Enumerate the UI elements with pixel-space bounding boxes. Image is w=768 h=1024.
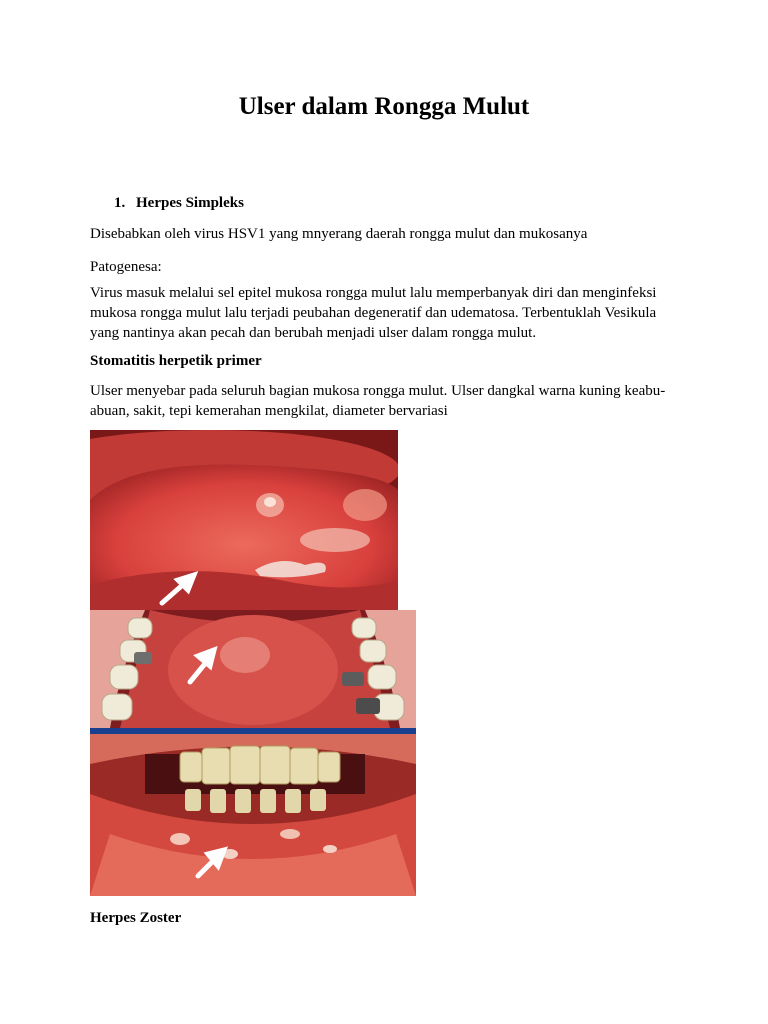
subheading-stomatitis: Stomatitis herpetik primer bbox=[90, 353, 262, 369]
pathogenesis-label: Patogenesa: bbox=[90, 259, 162, 275]
pathogenesis-paragraph: Virus masuk melalui sel epitel mukosa rongga mulut lalu memperbanyak diri dan menginfeksi mukosa rongga mulut lalu terjadi peubahan degeneratif dan udematosa. Terbentuklah Vesikula yang nantinya akan pecah dan berubah menjadi ulser dalam rongga mulut. bbox=[90, 285, 657, 341]
list-number: 1. bbox=[114, 195, 126, 211]
section-heading-herpes-simpleks bbox=[114, 195, 244, 212]
page-title: Ulser dalam Rongga Mulut bbox=[238, 93, 530, 120]
cause-paragraph: Disebabkan oleh virus HSV1 yang mnyerang daerah rongga mulut dan mukosanya bbox=[90, 226, 588, 242]
section-heading-herpes-zoster: Herpes Zoster bbox=[90, 910, 182, 926]
tongue-ulcer-photo bbox=[90, 430, 398, 610]
gingiva-ulcer-photo bbox=[90, 734, 416, 896]
section-heading-text: Herpes Simpleks bbox=[136, 195, 244, 211]
description-paragraph: Ulser menyebar pada seluruh bagian mukosa rongga mulut. Ulser dangkal warna kuning keabu-abuan, sakit, tepi kemerahan mengkilat, diameter bervariasi bbox=[90, 383, 666, 419]
palate-ulcer-photo bbox=[90, 610, 416, 728]
